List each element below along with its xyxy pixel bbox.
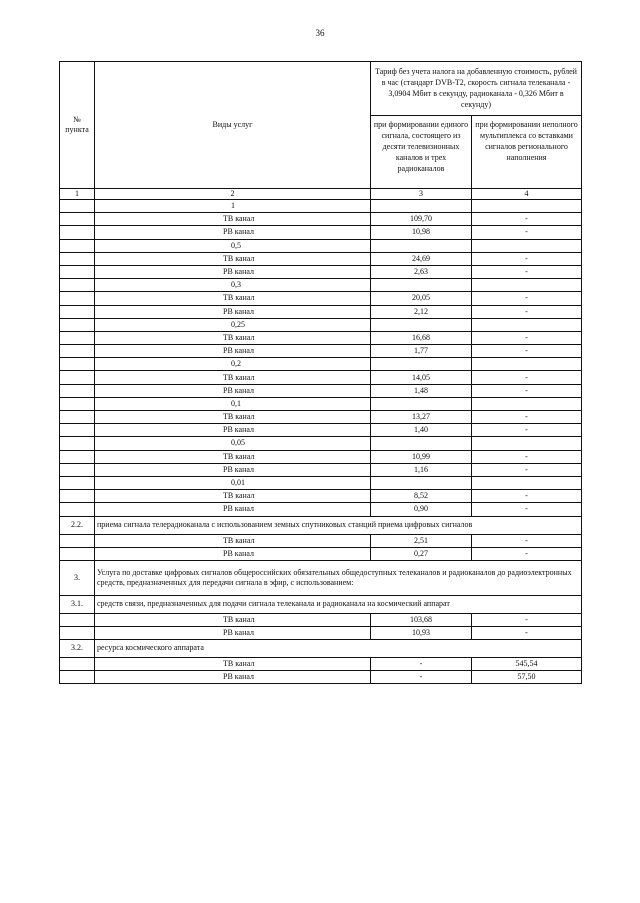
tariff-value: -: [472, 305, 582, 318]
channel-row: [60, 213, 582, 226]
tariff-value: 109,70: [371, 213, 472, 226]
tariff-value: -: [472, 265, 582, 278]
channel-row: [60, 345, 582, 358]
channel-row: [60, 252, 582, 265]
speed-group-row: [60, 200, 582, 213]
point-cell: [60, 450, 95, 463]
value-cell: [371, 279, 472, 292]
section-number: 3.2.: [60, 639, 95, 657]
point-cell: [60, 503, 95, 516]
point-cell: [60, 226, 95, 239]
section-number: 2.2.: [60, 516, 95, 534]
channel-row: [60, 670, 582, 683]
speed-label: 0,01: [95, 476, 371, 489]
speed-group-row: [60, 437, 582, 450]
value-cell: [371, 476, 472, 489]
tariff-value: -: [472, 384, 582, 397]
point-cell: [60, 265, 95, 278]
channel-row: [60, 384, 582, 397]
channel-label: ТВ канал: [95, 411, 371, 424]
speed-group-row: [60, 239, 582, 252]
channel-label: ТВ канал: [95, 613, 371, 626]
channel-row: [60, 613, 582, 626]
channel-label: РВ канал: [95, 670, 371, 683]
tariff-value: 20,05: [371, 292, 472, 305]
point-cell: [60, 437, 95, 450]
tariff-value: 10,99: [371, 450, 472, 463]
tariff-value: -: [472, 371, 582, 384]
tariff-value: 1,77: [371, 345, 472, 358]
section-row: [60, 560, 582, 595]
tariff-value: -: [472, 463, 582, 476]
tariff-value: -: [472, 626, 582, 639]
value-cell: [472, 397, 582, 410]
point-cell: [60, 490, 95, 503]
section-row: [60, 516, 582, 534]
section-text: ресурса космического аппарата: [95, 639, 582, 657]
value-cell: [371, 358, 472, 371]
point-cell: [60, 252, 95, 265]
point-cell: [60, 279, 95, 292]
channel-label: ТВ канал: [95, 490, 371, 503]
point-cell: [60, 476, 95, 489]
channel-label: РВ канал: [95, 345, 371, 358]
section-number: 3.1.: [60, 595, 95, 613]
point-cell: [60, 318, 95, 331]
tariff-value: 24,69: [371, 252, 472, 265]
tariff-value: -: [472, 226, 582, 239]
point-cell: [60, 547, 95, 560]
channel-label: РВ канал: [95, 305, 371, 318]
point-cell: [60, 358, 95, 371]
tariff-value: 2,12: [371, 305, 472, 318]
tariff-value: -: [472, 490, 582, 503]
section-text: средств связи, предназначенных для подачи сигнала телеканала и радиоканала на космический аппарат: [95, 595, 582, 613]
point-cell: [60, 613, 95, 626]
tariff-value: 2,51: [371, 534, 472, 547]
channel-label: ТВ канал: [95, 213, 371, 226]
channel-label: ТВ канал: [95, 331, 371, 344]
channel-row: [60, 503, 582, 516]
speed-label: 0,05: [95, 437, 371, 450]
channel-label: РВ канал: [95, 226, 371, 239]
tariff-value: -: [472, 213, 582, 226]
speed-label: 0,5: [95, 239, 371, 252]
tariff-value: 1,48: [371, 384, 472, 397]
tariff-value: 545,54: [472, 657, 582, 670]
channel-row: [60, 226, 582, 239]
column-number: 2: [95, 189, 371, 200]
point-cell: [60, 331, 95, 344]
value-cell: [371, 437, 472, 450]
speed-group-row: [60, 279, 582, 292]
speed-label: 1: [95, 200, 371, 213]
point-cell: [60, 305, 95, 318]
value-cell: [472, 279, 582, 292]
speed-label: 0,2: [95, 358, 371, 371]
header-service-types: Виды услуг: [95, 62, 371, 189]
speed-label: 0,1: [95, 397, 371, 410]
tariff-value: 16,68: [371, 331, 472, 344]
channel-label: ТВ канал: [95, 292, 371, 305]
speed-group-row: [60, 476, 582, 489]
point-cell: [60, 626, 95, 639]
tariff-value: -: [472, 292, 582, 305]
tariff-value: -: [472, 252, 582, 265]
tariff-value: 0,27: [371, 547, 472, 560]
point-cell: [60, 371, 95, 384]
value-cell: [371, 318, 472, 331]
tariff-value: -: [472, 424, 582, 437]
speed-label: 0,25: [95, 318, 371, 331]
tariff-value: -: [472, 450, 582, 463]
channel-label: РВ канал: [95, 463, 371, 476]
tariff-value: -: [371, 657, 472, 670]
channel-label: ТВ канал: [95, 252, 371, 265]
value-cell: [472, 476, 582, 489]
header-tariff: Тариф без учета налога на добавленную стоимость, рублей в час (стандарт DVB-T2, скорость сигнала телеканала - 3,0904 Мбит в секунду, радиоканала - 0,326 Мбит в секунду): [371, 62, 582, 116]
value-cell: [472, 239, 582, 252]
tariff-table: [59, 61, 582, 684]
section-text: Услуга по доставке цифровых сигналов общероссийских обязательных общедоступных телеканалов и радиоканалов до радиоэлектронных средств, предназначенных для передачи сигнала в эфир, с использованием:: [95, 560, 582, 595]
tariff-value: 1,16: [371, 463, 472, 476]
point-cell: [60, 534, 95, 547]
value-cell: [472, 200, 582, 213]
header-single-signal: при формировании единого сигнала, состоящего из десяти телевизионных каналов и трех радиоканалов: [371, 115, 472, 188]
channel-row: [60, 331, 582, 344]
speed-group-row: [60, 318, 582, 331]
channel-row: [60, 424, 582, 437]
tariff-value: 103,68: [371, 613, 472, 626]
channel-row: [60, 463, 582, 476]
tariff-value: 1,40: [371, 424, 472, 437]
value-cell: [472, 437, 582, 450]
channel-label: ТВ канал: [95, 371, 371, 384]
point-cell: [60, 200, 95, 213]
point-cell: [60, 657, 95, 670]
tariff-value: -: [472, 613, 582, 626]
speed-group-row: [60, 397, 582, 410]
point-cell: [60, 345, 95, 358]
channel-label: РВ канал: [95, 265, 371, 278]
tariff-value: 13,27: [371, 411, 472, 424]
channel-row: [60, 657, 582, 670]
channel-label: ТВ канал: [95, 657, 371, 670]
tariff-value: -: [472, 547, 582, 560]
channel-label: ТВ канал: [95, 450, 371, 463]
point-cell: [60, 239, 95, 252]
channel-row: [60, 547, 582, 560]
tariff-value: 8,52: [371, 490, 472, 503]
point-cell: [60, 670, 95, 683]
column-number: 4: [472, 189, 582, 200]
header-point-number: № пункта: [60, 62, 95, 189]
channel-row: [60, 305, 582, 318]
channel-row: [60, 450, 582, 463]
value-cell: [472, 318, 582, 331]
channel-label: РВ канал: [95, 547, 371, 560]
column-number: 3: [371, 189, 472, 200]
value-cell: [371, 239, 472, 252]
tariff-value: -: [472, 503, 582, 516]
point-cell: [60, 411, 95, 424]
speed-label: 0,3: [95, 279, 371, 292]
channel-row: [60, 411, 582, 424]
channel-label: РВ канал: [95, 384, 371, 397]
value-cell: [371, 200, 472, 213]
point-cell: [60, 463, 95, 476]
tariff-value: 57,50: [472, 670, 582, 683]
tariff-value: 10,93: [371, 626, 472, 639]
channel-row: [60, 371, 582, 384]
page-number: 36: [315, 28, 325, 38]
column-number: 1: [60, 189, 95, 200]
channel-label: РВ канал: [95, 424, 371, 437]
section-number: 3.: [60, 560, 95, 595]
tariff-value: 0,90: [371, 503, 472, 516]
header-incomplete-multiplex: при формировании неполного мультиплекса со вставками сигналов регионального наполнения: [472, 115, 582, 188]
point-cell: [60, 424, 95, 437]
channel-row: [60, 534, 582, 547]
tariff-value: -: [472, 411, 582, 424]
channel-label: РВ канал: [95, 503, 371, 516]
point-cell: [60, 397, 95, 410]
value-cell: [371, 397, 472, 410]
tariff-value: 10,98: [371, 226, 472, 239]
channel-row: [60, 265, 582, 278]
tariff-value: -: [371, 670, 472, 683]
section-row: [60, 595, 582, 613]
section-text: приема сигнала телерадиоканала с использованием земных спутниковых станций приема цифровых сигналов: [95, 516, 582, 534]
point-cell: [60, 384, 95, 397]
tariff-value: -: [472, 345, 582, 358]
channel-row: [60, 490, 582, 503]
tariff-value: 14,05: [371, 371, 472, 384]
channel-label: РВ канал: [95, 626, 371, 639]
channel-row: [60, 626, 582, 639]
point-cell: [60, 213, 95, 226]
value-cell: [472, 358, 582, 371]
point-cell: [60, 292, 95, 305]
channel-row: [60, 292, 582, 305]
section-row: [60, 639, 582, 657]
speed-group-row: [60, 358, 582, 371]
tariff-value: 2,63: [371, 265, 472, 278]
channel-label: ТВ канал: [95, 534, 371, 547]
tariff-value: -: [472, 534, 582, 547]
tariff-value: -: [472, 331, 582, 344]
